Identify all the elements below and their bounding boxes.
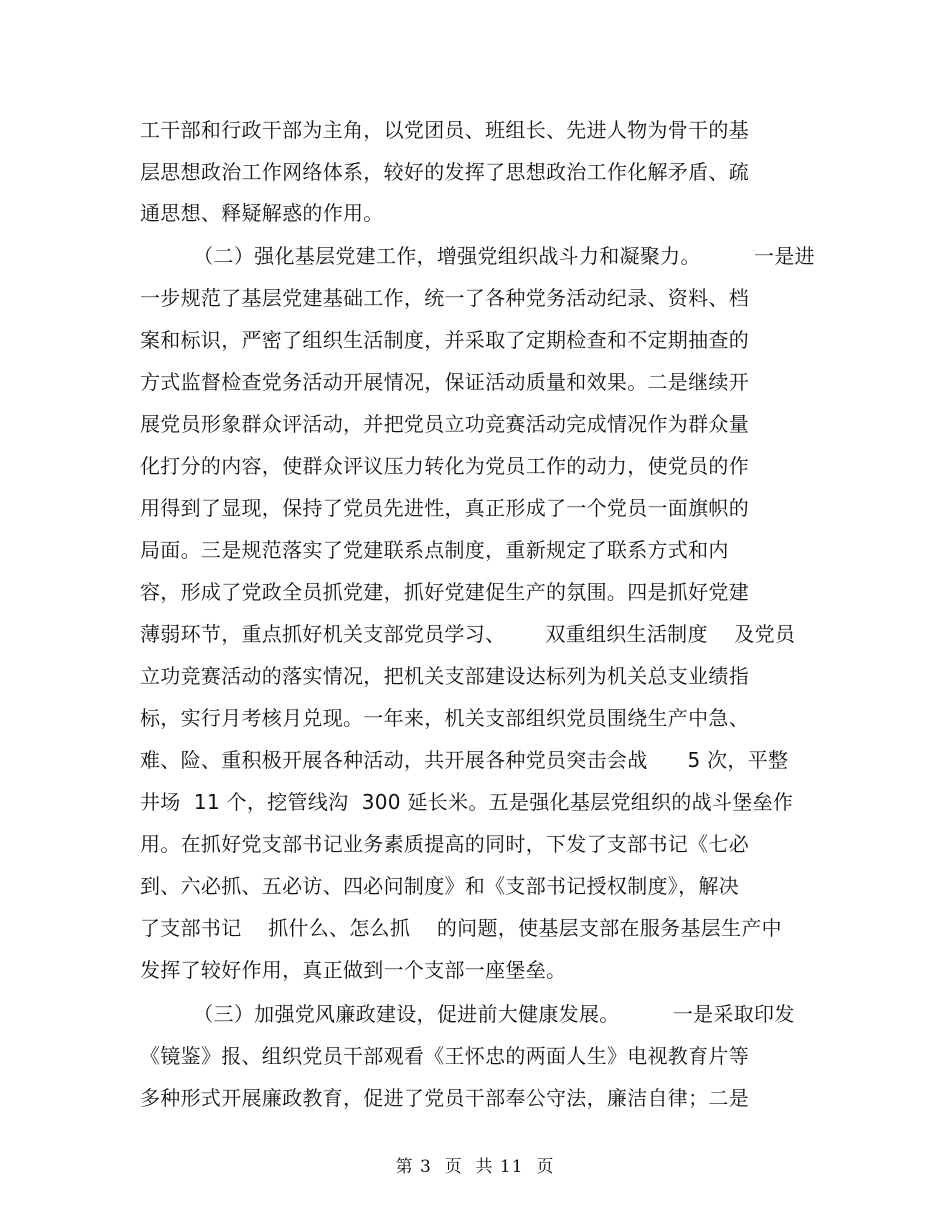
body-text-line: 用得到了显现，保持了党员先进性，真正形成了一个党员一面旗帜的 <box>140 496 749 520</box>
body-text-line: 用。在抓好党支部书记业务素质提高的同时，下发了支部书记《七必 <box>140 832 749 856</box>
body-text-line: 方式监督检查党务活动开展情况，保证活动质量和效果。二是继续开 <box>140 370 749 394</box>
body-text-line: 层思想政治工作网络体系，较好的发挥了思想政治工作化解矛盾、疏 <box>140 160 749 184</box>
body-text-line: 通思想、释疑解惑的作用。 <box>140 201 384 225</box>
body-text-line: 化打分的内容，使群众评议压力转化为党员工作的动力，使党员的作 <box>140 454 749 478</box>
body-text-line: 案和标识，严密了组织生活制度，并采取了定期检查和不定期抽查的 <box>140 328 749 352</box>
body-text-line: 难、险、重积极开展各种活动，共开展各种党员突击会战 5 次，平整 <box>140 748 789 772</box>
body-text-line: 了支部书记 抓什么、怎么抓 的问题，使基层支部在服务基层生产中 <box>140 916 782 940</box>
body-text-line: 井场 11 个，挖管线沟 300 延长米。五是强化基层党组织的战斗堡垒作 <box>140 790 794 814</box>
body-text-line: 薄弱环节，重点抓好机关支部党员学习、 双重组织生活制度 及党员 <box>140 622 796 646</box>
body-text-line: 标，实行月考核月兑现。一年来，机关支部组织党员围绕生产中急、 <box>140 706 749 730</box>
body-text-line: 局面。三是规范落实了党建联系点制度，重新规定了联系方式和内 <box>140 538 729 562</box>
body-text-line: 一步规范了基层党建基础工作，统一了各种党务活动纪录、资料、档 <box>140 286 749 310</box>
body-text-line: 工干部和行政干部为主角，以党团员、班组长、先进人物为骨干的基 <box>140 118 749 142</box>
body-text-line: 发挥了较好作用，真正做到一个支部一座堡垒。 <box>140 958 567 982</box>
section-heading-line: （三）加强党风廉政建设，促进前大健康发展。 一是采取印发 <box>140 1002 795 1026</box>
body-text-line: 展党员形象群众评活动，并把党员立功竞赛活动完成情况作为群众量 <box>140 412 749 436</box>
body-text-line: 《镜鉴》报、组织党员干部观看《王怀忠的两面人生》电视教育片等 <box>140 1044 749 1068</box>
page-number-footer: 第 3 页 共 11 页 <box>395 1157 555 1177</box>
body-text-line: 到、六必抓、五必访、四必问制度》和《支部书记授权制度》，解决 <box>140 874 739 898</box>
body-text-line: 多种形式开展廉政教育，促进了党员干部奉公守法，廉洁自律；二是 <box>140 1086 749 1110</box>
body-text-line: 容，形成了党政全员抓党建，抓好党建促生产的氛围。四是抓好党建 <box>140 580 749 604</box>
body-text-line: 立功竞赛活动的落实情况，把机关支部建设达标列为机关总支业绩指 <box>140 664 749 688</box>
section-heading-line: （二）强化基层党建工作，增强党组织战斗力和凝聚力。 一是进 <box>140 244 815 268</box>
